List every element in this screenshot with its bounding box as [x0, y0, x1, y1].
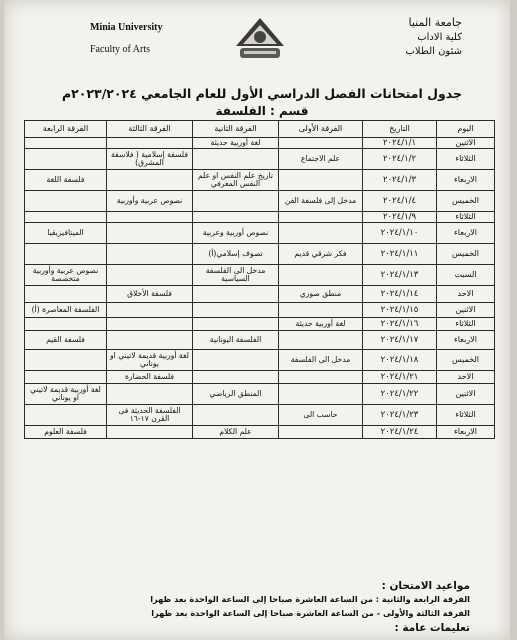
department-label: قسم : الفلسفة [215, 104, 309, 118]
student-affairs-ar: شئون الطلاب [405, 46, 462, 57]
group-4-cell: الميتافيزيقيا [25, 223, 107, 244]
group-1-cell [279, 331, 363, 350]
group-2-cell [193, 318, 279, 331]
group-1-cell [279, 384, 363, 405]
group-2-cell [193, 212, 279, 223]
group-4-cell [25, 191, 107, 212]
table-header-row [25, 121, 495, 138]
group-3-cell [107, 331, 193, 350]
table-row [25, 426, 495, 439]
date-cell: ٢٠٢٤/١/١٥ [363, 303, 437, 318]
group-4-cell [25, 350, 107, 371]
day-cell: الثلاثاء [437, 405, 495, 426]
group-3-cell [107, 303, 193, 318]
faculty-name-en: Faculty of Arts [90, 44, 150, 55]
group-2-cell: لغة أوربية حديثة [193, 138, 279, 149]
group-3-cell: الفلسفة الحديثة فى القرن ١٧-١٦ [107, 405, 193, 426]
header-group-2: الفرقة الثانية [193, 121, 279, 138]
date-cell: ٢٠٢٤/١/١٦ [363, 318, 437, 331]
group-4-cell [25, 405, 107, 426]
group-3-cell [107, 212, 193, 223]
date-cell: ٢٠٢٤/١/٢٢ [363, 384, 437, 405]
group-2-cell [193, 350, 279, 371]
header-group-3: الفرقة الثالثة [107, 121, 193, 138]
group-3-cell [107, 244, 193, 265]
day-cell: الاربعاء [437, 426, 495, 439]
group-1-cell [279, 265, 363, 286]
group-1-cell [279, 303, 363, 318]
date-cell: ٢٠٢٤/١/١٤ [363, 286, 437, 303]
table-row [25, 149, 495, 170]
day-cell: الاربعاء [437, 331, 495, 350]
table-row [25, 303, 495, 318]
group-4-cell [25, 149, 107, 170]
date-cell: ٢٠٢٤/١/٩ [363, 212, 437, 223]
date-cell: ٢٠٢٤/١/١ [363, 138, 437, 149]
table-row [25, 170, 495, 191]
table-row [25, 384, 495, 405]
group-1-cell: مدخل إلى فلسفة الفن [279, 191, 363, 212]
group-2-cell: المنطق الرياضي [193, 384, 279, 405]
group-4-cell [25, 318, 107, 331]
group-1-cell: لغة أوربية حديثة [279, 318, 363, 331]
day-cell: الثلاثاء [437, 212, 495, 223]
group-3-cell: فلسفة الأخلاق [107, 286, 193, 303]
table-row [25, 138, 495, 149]
group-3-cell [107, 426, 193, 439]
group-3-cell: لغة أوربية قديمة لاتيني او يوناني [107, 350, 193, 371]
group-2-cell: تاريخ علم النفس او علم النفس المعرفي [193, 170, 279, 191]
day-cell: الثلاثاء [437, 318, 495, 331]
exam-times-line-1: الفرقة الرابعة والثانية : من الساعة العاشرة صباحا إلى الساعة الواحدة بعد ظهرا [150, 594, 470, 604]
group-2-cell: تصوف إسلامي(أ) [193, 244, 279, 265]
group-4-cell: فلسفة اللغة [25, 170, 107, 191]
date-cell: ٢٠٢٤/١/٤ [363, 191, 437, 212]
table-row [25, 331, 495, 350]
group-4-cell [25, 371, 107, 384]
day-cell: الثلاثاء [437, 149, 495, 170]
date-cell: ٢٠٢٤/١/١٨ [363, 350, 437, 371]
group-4-cell [25, 138, 107, 149]
table-row [25, 244, 495, 265]
table-row [25, 405, 495, 426]
table-row [25, 212, 495, 223]
group-4-cell: الفلسفة المعاصرة (أ) [25, 303, 107, 318]
exam-times-title: مواعيد الامتحان : [381, 580, 470, 592]
group-4-cell: لغة أوربية قديمة لاتيني او يوناني [25, 384, 107, 405]
header-date: التاريخ [363, 121, 437, 138]
day-cell: الاثنين [437, 303, 495, 318]
header-group-4: الفرقة الرابعة [25, 121, 107, 138]
group-2-cell: علم الكلام [193, 426, 279, 439]
day-cell: الخميس [437, 350, 495, 371]
table-row [25, 191, 495, 212]
group-4-cell: فلسفة العلوم [25, 426, 107, 439]
day-cell: الاثنين [437, 384, 495, 405]
group-2-cell [193, 286, 279, 303]
group-3-cell [107, 384, 193, 405]
table-row [25, 318, 495, 331]
group-1-cell [279, 223, 363, 244]
date-cell: ٢٠٢٤/١/١٠ [363, 223, 437, 244]
group-3-cell [107, 223, 193, 244]
general-instructions-title: تعليمات عامة : [394, 622, 470, 634]
page-title: جدول امتحانات الفصل الدراسي الأول للعام الجامعي ٢٠٢٣/٢٠٢٤م [62, 86, 462, 101]
group-4-cell: فلسفة القيم [25, 331, 107, 350]
faculty-name-ar: كلية الاداب [417, 32, 462, 43]
group-1-cell: علم الاجتماع [279, 149, 363, 170]
day-cell: الاحد [437, 371, 495, 384]
group-3-cell [107, 265, 193, 286]
date-cell: ٢٠٢٤/١/٢ [363, 149, 437, 170]
group-4-cell: نصوص عربية وأوربية متخصصة [25, 265, 107, 286]
header-day: اليوم [437, 121, 495, 138]
date-cell: ٢٠٢٤/١/٣ [363, 170, 437, 191]
date-cell: ٢٠٢٤/١/١١ [363, 244, 437, 265]
group-1-cell [279, 138, 363, 149]
day-cell: السبت [437, 265, 495, 286]
day-cell: الاربعاء [437, 170, 495, 191]
group-2-cell: نصوص أوربية وعربية [193, 223, 279, 244]
day-cell: الاثنين [437, 138, 495, 149]
day-cell: الخميس [437, 244, 495, 265]
table-row [25, 265, 495, 286]
university-name-en: Minia University [90, 22, 163, 33]
day-cell: الاحد [437, 286, 495, 303]
group-3-cell [107, 318, 193, 331]
group-1-cell [279, 371, 363, 384]
group-3-cell: فلسفة الحضارة [107, 371, 193, 384]
group-2-cell [193, 371, 279, 384]
group-3-cell [107, 170, 193, 191]
group-2-cell: الفلسفة اليونانية [193, 331, 279, 350]
group-1-cell: منطق صوري [279, 286, 363, 303]
date-cell: ٢٠٢٤/١/٢٤ [363, 426, 437, 439]
group-4-cell [25, 212, 107, 223]
group-1-cell [279, 170, 363, 191]
day-cell: الخميس [437, 191, 495, 212]
document-page [4, 0, 510, 640]
group-1-cell: مدخل الى الفلسفة [279, 350, 363, 371]
table-row [25, 223, 495, 244]
date-cell: ٢٠٢٤/١/٢٣ [363, 405, 437, 426]
date-cell: ٢٠٢٤/١/٢١ [363, 371, 437, 384]
table-row [25, 371, 495, 384]
group-2-cell: مدخل الى الفلسفة السياسية [193, 265, 279, 286]
table-row [25, 350, 495, 371]
group-3-cell [107, 138, 193, 149]
date-cell: ٢٠٢٤/١/١٧ [363, 331, 437, 350]
exam-schedule-table [24, 120, 495, 439]
day-cell: الاربعاء [437, 223, 495, 244]
group-2-cell [193, 191, 279, 212]
group-3-cell: فلسفة إسلامية ( فلاسفة المشرق) [107, 149, 193, 170]
group-1-cell: حاسب الى [279, 405, 363, 426]
group-4-cell [25, 286, 107, 303]
group-2-cell [193, 405, 279, 426]
exam-times-line-2: الفرقة الثالثة والأولى - من الساعة العاشرة صباحا إلى الساعة الواحدة بعد ظهرا [151, 608, 470, 618]
university-seal-icon [234, 16, 286, 62]
group-3-cell: نصوص عربية وأوربية [107, 191, 193, 212]
group-4-cell [25, 244, 107, 265]
group-2-cell [193, 303, 279, 318]
group-1-cell [279, 212, 363, 223]
group-1-cell [279, 426, 363, 439]
group-1-cell: فكر شرقي قديم [279, 244, 363, 265]
university-name-ar: جامعة المنيا [408, 16, 462, 29]
table-row [25, 286, 495, 303]
group-2-cell [193, 149, 279, 170]
header-group-1: الفرقة الأولى [279, 121, 363, 138]
date-cell: ٢٠٢٤/١/١٣ [363, 265, 437, 286]
